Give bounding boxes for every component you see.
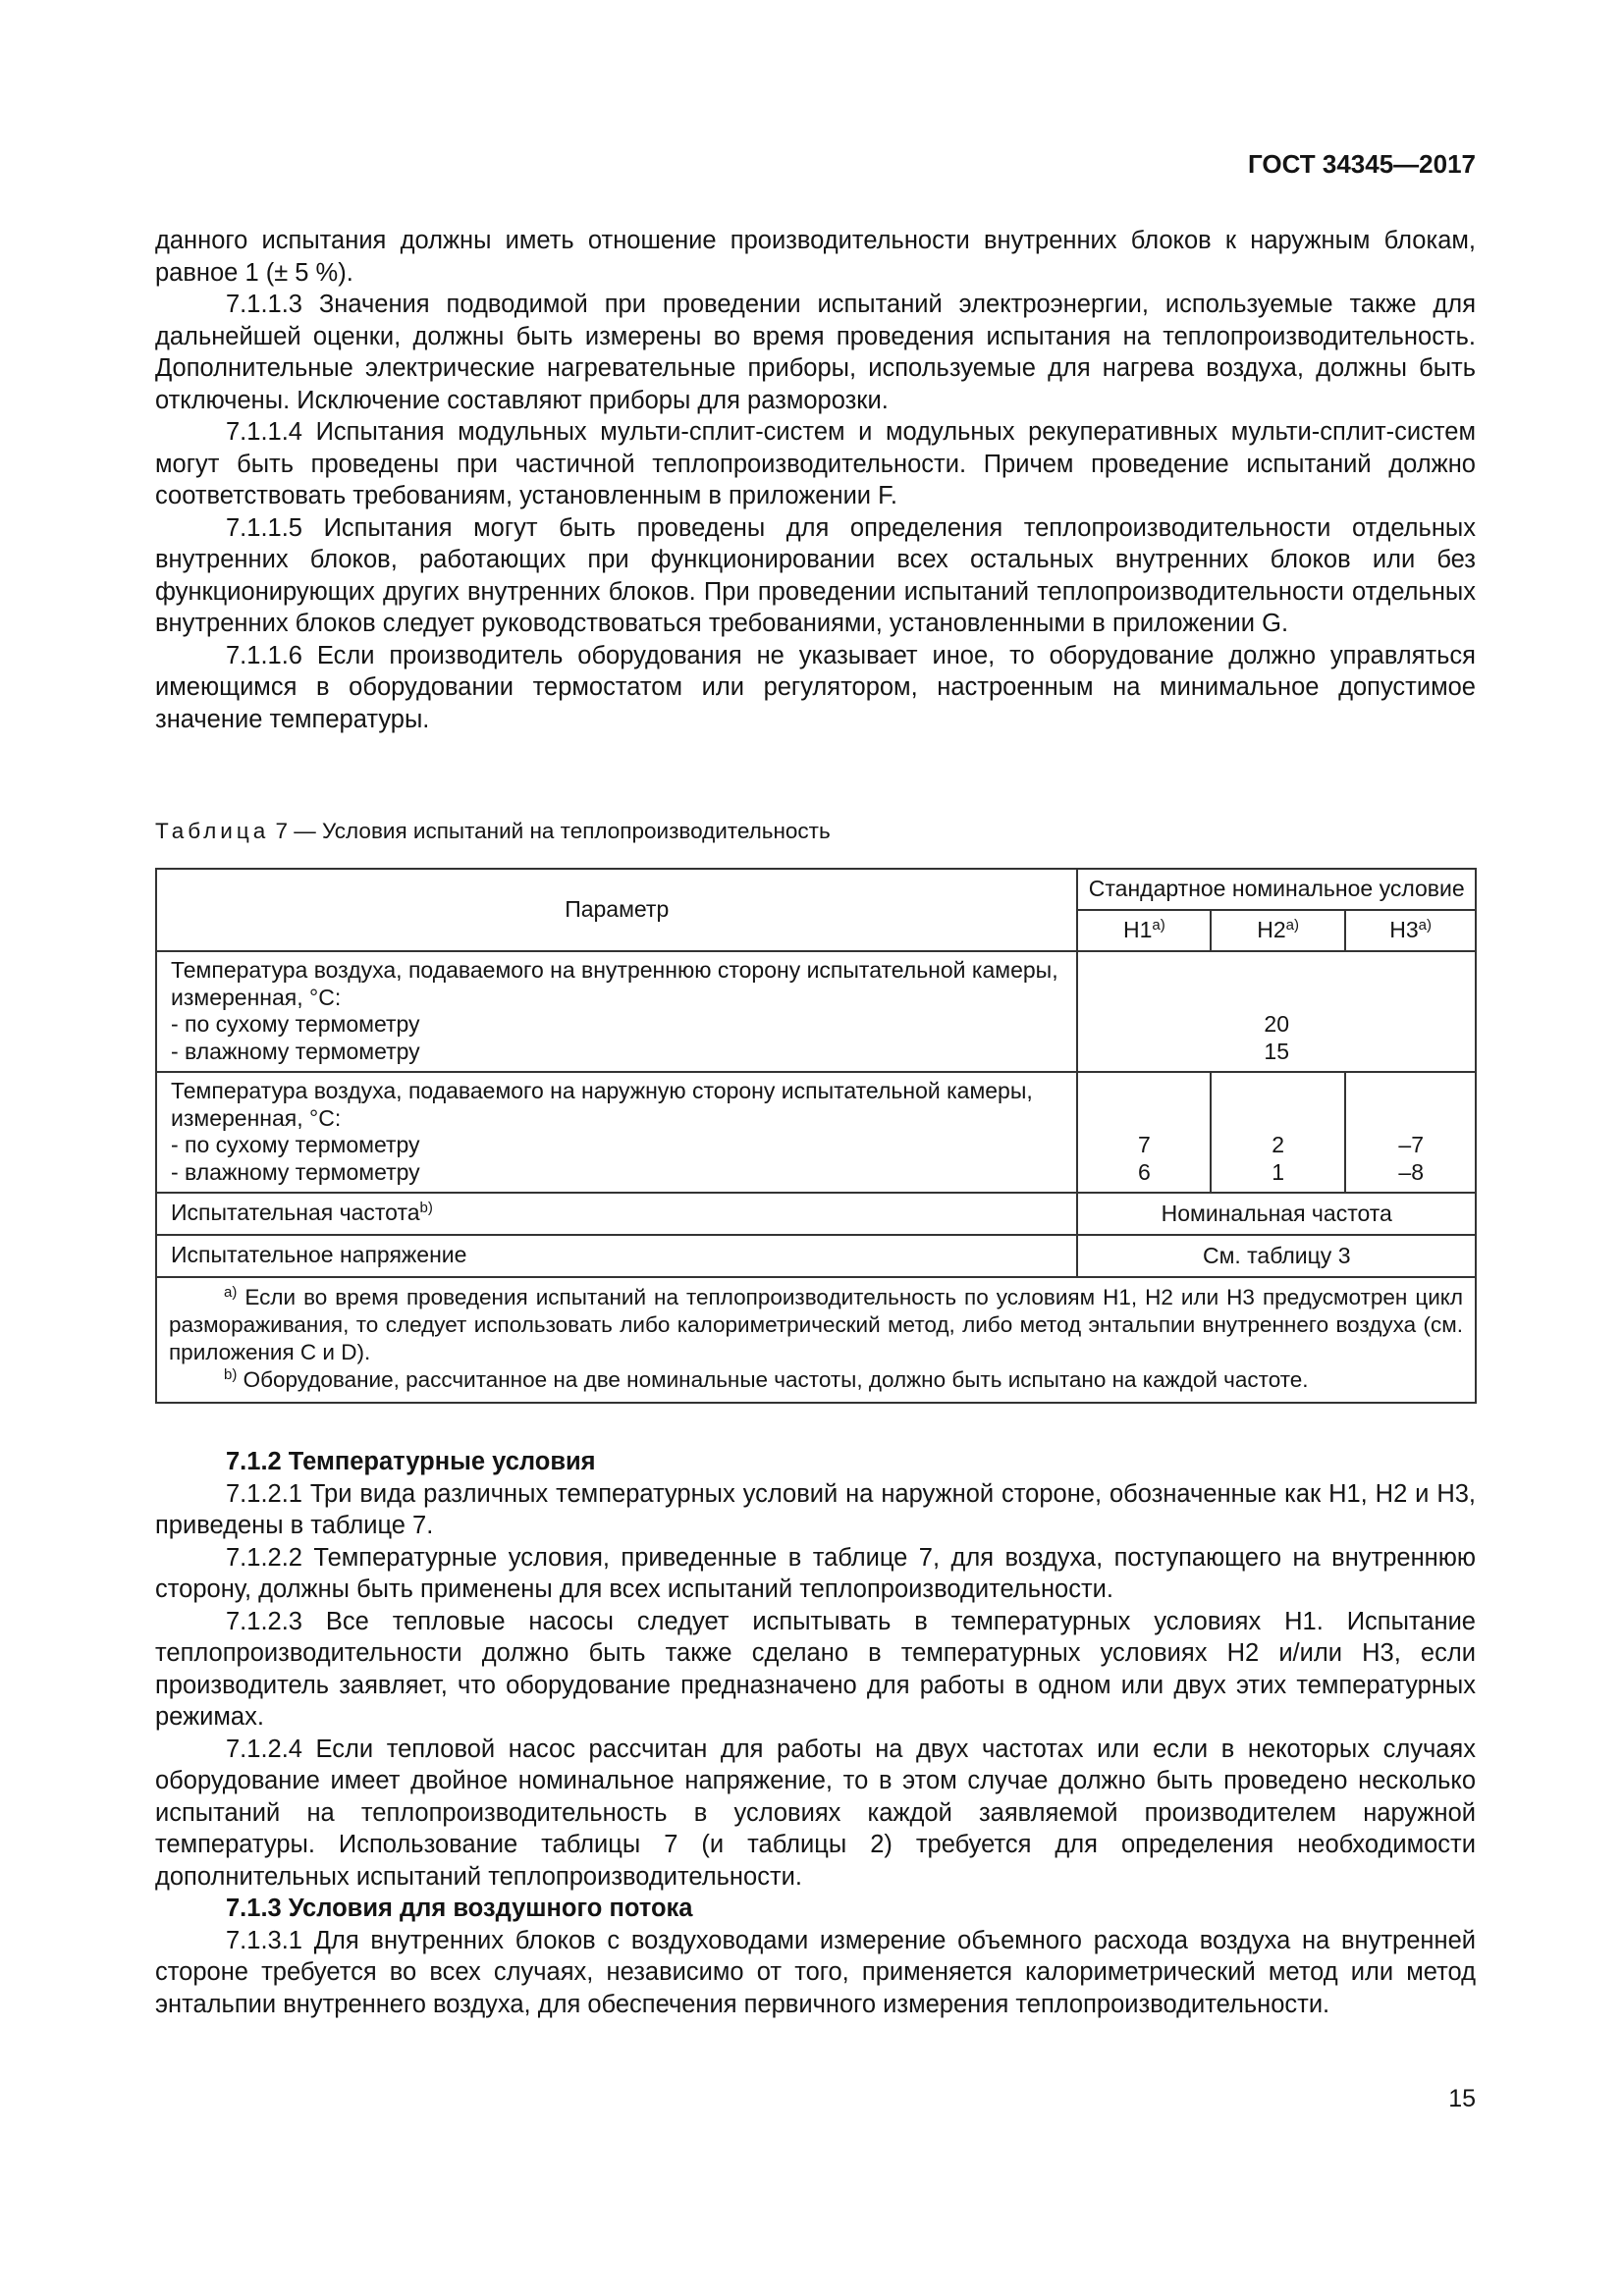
table-row-test-frequency [156, 1193, 1476, 1235]
table-caption [155, 817, 831, 846]
heading-7-1-3: 7.1.3 Условия для воздушного потока [226, 1895, 693, 1922]
header-h3: H3$^{a)}$ [1345, 910, 1476, 951]
test-frequency-label: Испытательная частота$^{b)}$ [156, 1193, 1077, 1235]
header-parameter: Параметр [156, 869, 1077, 951]
table-row-test-voltage [156, 1235, 1476, 1277]
outdoor-h2-values: 2 1 [1211, 1072, 1345, 1193]
page-number: 15 [1448, 2085, 1476, 2112]
table-footnotes-row [156, 1277, 1476, 1403]
footnote-b: $^{b)}$ Оборудование, рассчитанное на две номинальные частоты, должно быть испытано на каждой частоте. [224, 1366, 1309, 1392]
header-standard-condition: Стандартное номинальное условие [1077, 869, 1476, 910]
outdoor-temp-param: Температура воздуха, подаваемого на наружную сторону испытательной камеры, измеренная, °C: - по сухому термометру - влажному термометру [156, 1072, 1077, 1193]
paragraph-7-1-1-5: 7.1.1.5 Испытания могут быть проведены для определения теплопроизводительности отдельных внутренних блоков, работающих при функционировании всех остальных внутренних блоков или без функционирующих других внутренних блоков. При проведении испытаний теплопроизводительности отдельных внутренних блоков следует руководствоваться требованиями, установленными в приложении G. [155, 513, 1476, 637]
indoor-temp-values [1077, 951, 1476, 1072]
paragraph-7-1-2-2: 7.1.2.2 Температурные условия, приведенные в таблице 7, для воздуха, поступающего на внутреннюю сторону, должны быть применены для всех испытаний теплопроизводительности. [155, 1543, 1476, 1603]
header-h1: H1$^{a)}$ [1077, 910, 1211, 951]
test-voltage-label: Испытательное напряжение [156, 1235, 1077, 1277]
sections-text-block [155, 1446, 1476, 2020]
heading-7-1-2: 7.1.2 Температурные условия [226, 1448, 596, 1475]
table-caption-title: 7 — Условия испытаний на теплопроизводительность [275, 819, 831, 843]
indoor-wet-bulb: 15 [1264, 1038, 1290, 1064]
table-row-indoor-temp [156, 951, 1476, 1072]
intro-text-block [155, 225, 1476, 735]
paragraph-7-1-2-3: 7.1.2.3 Все тепловые насосы следует испытывать в температурных условиях H1. Испытание теплопроизводительности должно быть также сделано в температурных условиях H2 и/или H3, если производитель заявляет, что оборудование предназначено для работы в одном или двух этих температурных режимах. [155, 1607, 1476, 1731]
footnote-a-ref: a) [1285, 917, 1300, 934]
outdoor-h1-values: 7 6 [1077, 1072, 1211, 1193]
paragraph-7-1-1-3: 7.1.1.3 Значения подводимой при проведении испытаний электроэнергии, используемые также для дальнейшей оценки, должны быть измерены во время проведения испытания на теплопроизводительность. Дополнительные электрические нагревательные приборы, используемые для нагрева воздуха, должны быть отключены. Исключение составляют приборы для разморозки. [155, 291, 1476, 414]
footnote-b-ref: b) [419, 1200, 433, 1217]
paragraph-continuation: данного испытания должны иметь отношение производительности внутренних блоков к наружным блокам, равное 1 (± 5 %). [155, 227, 1476, 287]
paragraph-7-1-3-1: 7.1.3.1 Для внутренних блоков с воздуховодами измерение объемного расхода воздуха на внутренней стороне требуется во всех случаях, независимо от того, применяется калориметрический метод или метод энтальпии внутреннего воздуха, для обеспечения первичного измерения теплопроизводительности. [155, 1926, 1476, 2018]
header-h2: H2$^{a)}$ [1211, 910, 1345, 951]
footnote-a-ref: a) [1152, 917, 1165, 934]
paragraph-7-1-1-4: 7.1.1.4 Испытания модульных мульти-сплит-систем и модульных рекуперативных мульти-сплит-систем могут быть проведены при частичной теплопроизводительности. Причем проведение испытаний должно соответствовать требованиям, установленным в приложении F. [155, 418, 1476, 509]
footnote-a: $^{a)}$ Если во время проведения испытаний на теплопроизводительность по условиям H1, H2 или H3 предусмотрен цикл размораживания, то следует использовать либо калориметрический метод, либо метод энтальпии внутреннего воздуха (см. приложения C и D). [169, 1284, 1463, 1364]
test-voltage-value: См. таблицу 3 [1077, 1235, 1476, 1277]
table-caption-word: Таблица [155, 819, 270, 843]
table-row-outdoor-temp [156, 1072, 1476, 1193]
paragraph-7-1-2-1: 7.1.2.1 Три вида различных температурных условий на наружной стороне, обозначенные как H1, H2 и H3, приведены в таблице 7. [155, 1479, 1476, 1539]
table-7 [155, 868, 1477, 1404]
paragraph-7-1-1-6: 7.1.1.6 Если производитель оборудования не указывает иное, то оборудование должно управляться имеющимся в оборудовании термостатом или регулятором, настроенным на минимальное допустимое значение температуры. [155, 641, 1476, 733]
test-frequency-value: Номинальная частота [1077, 1193, 1476, 1235]
indoor-dry-bulb: 20 [1264, 1011, 1290, 1037]
indoor-temp-param: Температура воздуха, подаваемого на внутреннюю сторону испытательной камеры, измеренная, °C: - по сухому термометру - влажному термометру [156, 951, 1077, 1072]
footnote-a-ref: a) [1418, 917, 1432, 934]
paragraph-7-1-2-4: 7.1.2.4 Если тепловой насос рассчитан для работы на двух частотах или если в некоторых случаях оборудование имеет двойное номинальное напряжение, то в этом случае должно быть проведено несколько испытаний на теплопроизводительность в условиях каждой заявляемой производителем наружной температуры. Использование таблицы 7 (и таблицы 2) требуется для определения необходимости дополнительных испытаний теплопроизводительности. [155, 1735, 1476, 1891]
table-footnotes [156, 1277, 1476, 1403]
outdoor-h3-values: –7 –8 [1345, 1072, 1476, 1193]
document-code: ГОСТ 34345—2017 [1248, 149, 1476, 179]
